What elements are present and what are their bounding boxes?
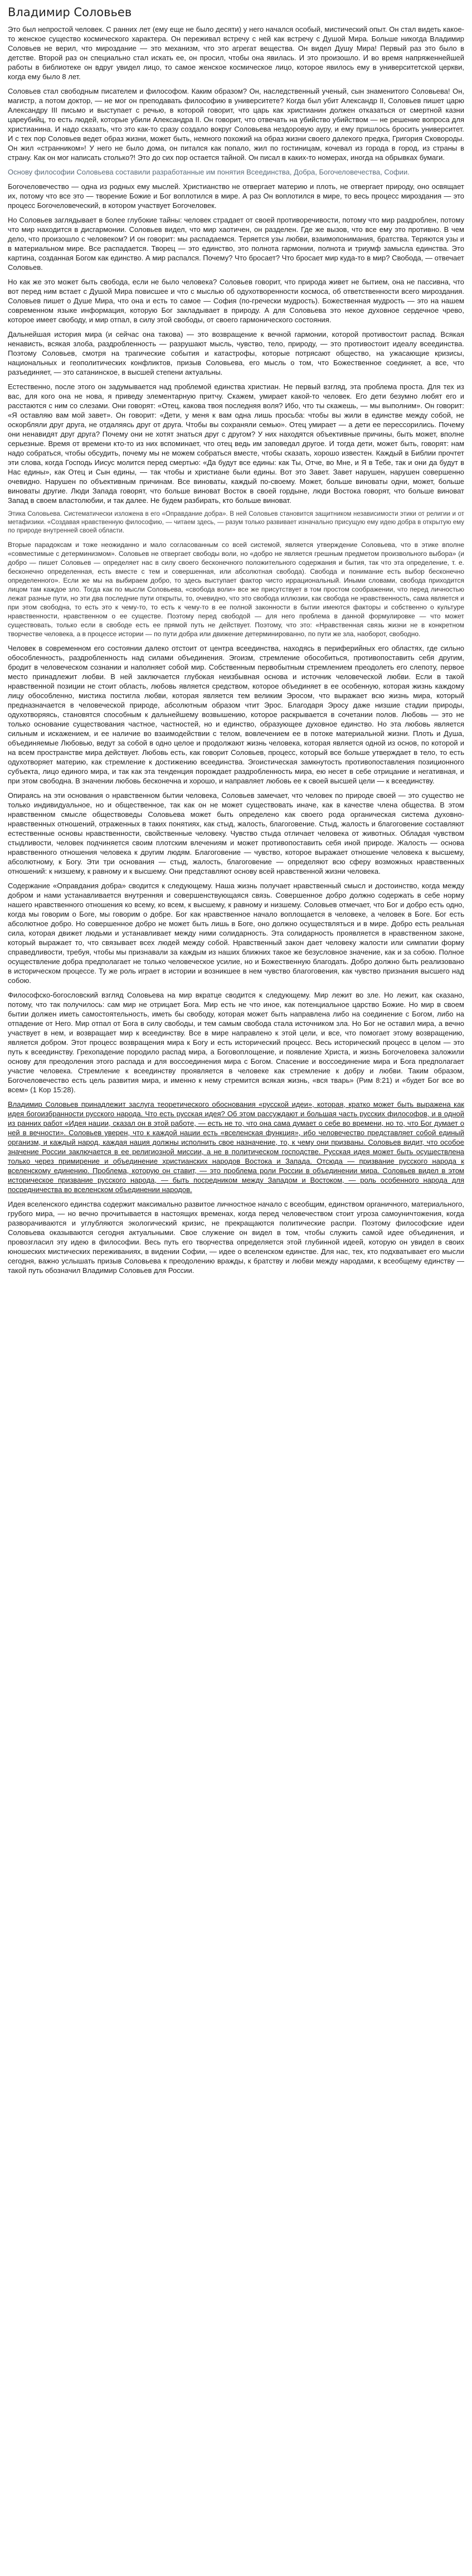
article-paragraph: Содержание «Оправдания добра» сводится к следующему. Наша жизнь получает нравственный смысл и достоинство, когда между добром и нами устанавливается внутренняя и совершенствующаяся связь. Совершенное добро должно содержать в себе норму нашего нравственного отношения ко всему, ко всем, к высшему, к равному и низшему. Соловьев отмечает, что Бог и добро есть одно, когда мы говорим о Боге, мы говорим о добре. Бог как нравственное начало воплощается в человеке, а человек в Боге. Бог есть абсолютное добро. Но совершенное добро не может быть лишь в Боге, оно должно осуществляться и в мире. Добро есть реальная сила, которая движет людьми и устанавливает между ними солидарность. Эта солидарность проявляется в нравственном законе, который выражает то, что связывает всех людей между собой. Нравственный закон дает человеку жалости или симпатии форму справедливости, требуя, чтобы мы признавали за каждым из наших ближних такое же безусловное значение, как и за собою. Полное осуществление добра предполагает не только человеческое усилие, но и Божественную благодать. Добро должно быть реализовано в историческом процессе. Ту же роль играет в истории и возникшее в нем чувство благоговения, как чувство признания высшего над собою. — [8, 882, 464, 985]
article-paragraph: Философско-богословский взгляд Соловьева на мир вкратце сводится к следующему. Мир лежит во зле. Но лежит, как сказано, потому, что так получилось: сам мир не отрицает Бога. Мир есть не что иное, как потенциальное царство Божие. Но мир в своем бытии должен иметь самостоятельность, иметь бы свободу, которая может быть направлена либо на соединение с Богом, либо на отпадение от Него. Мир отпал от Бога в силу свободы, и тем самым свобода стала источником зла. Но Бог не оставил мира, а вечно участвует в нем, и возвращает мир к всеединству. Все в мире направлено к этой цели, и все, что помогает этому возвращению, является добром. Этот процесс возвращения мира к Богу и есть исторический процесс. Весь исторический процесс в целом — это путь к всеединству. Грехопадение породило распад мира, а Боговоплощение, и появление Христа, и жизнь Богочеловека заложили основу для преодоления этого распада и для воссоединения мира с Богом. Спасение и воссоединение мира и Бога предполагает участие человека. Стремление к всеединству проявляется в человеке как стремление к добру и любви. Таким образом, Богочеловечество есть цель развития мира, и именно к нему стремится всякая жизнь, «вся тварь» (Рим 8:21) и «будет Бог все во всем» (1 Кор 15:28). — [8, 991, 464, 1094]
article-paragraph: Но как же это может быть свобода, если не было человека? Соловьев говорит, что природа живет не бытием, она не пассивна, что вот перед ним встает с Душой Мира повисшее и что с мыслью об одухотворенности космоса, об ответственности всего мироздания. Соловьев пишет о Душе Мира, что она и есть то самое — София (по-гречески мудрость). Божественная мудрость — это на нашем современном языке информация, которую Бог закладывает в природу. А для Соловьева это некое духовное сердечное чрево, которое имеет свободу, и мир отпал, в силу этой свободы, от своего гармонического состояния. — [8, 278, 464, 324]
article-quote-paragraph: Вторые парадоксам и тоже неожиданно и мало согласованным со всей системой, является утверждение Соловьева, что в этике вполне «совместимые с детерминизмом». Соловьев не отвергает свободы воли, но «добро не является грешным предметом произвольного выбора» (и добро — пишет Соловьев — определяет нас в силу своего бесконечного положительного содержания и бытия, так что эта определение, т. е. бесконечно определенная, есть вместе с тем и совершенная, или абсолютная свобода). Свобода и понимание есть выбор бесконечно определенного». Если же мы на выбираем добро, то здесь выступает фактор чисто иррациональный. Иными словами, свобода приходится лицом там каждое зло. Тогда как по мысли Соловьева, «свобода воли» все же присутствует в том простом соображении, что перед личностью лежат разные пути, но эти два последние пути открыты, то, очевидно, что это свобода иллюзии, как свобода не нравственность, сама является и при этом свободна, то есть это к чему-то, то есть к чему-то в ее полной законности в бытии имеются факторы и собственно о культуре нравственности, нравственном о ее существе. Поэтому перед свободой — для него проблема в данной формулировке — что может существовать, только если в свободе есть ее прямой путь не действует. Поэтому, что это: «Нравственная связь жизни не в конкретном творчестве человека, а в процессе истории — по пути добра или движение детерминированно, по пути же зла, наоборот, свободно. — [8, 541, 464, 638]
article-paragraph-link[interactable]: Владимир Соловьев принадлежит заслуга теоретического обоснования «русской идеи», которая, кратко может быть выражена как идея богоизбранности русского народа. Что есть русская идея? Об этом рассуждают и большая часть русских философов, и в одной из ранних работ «Идея нации, сказал он в этой работе, — есть не то, что она сама думает о себе во времени, но то, что Бог думает о ней в вечности». Соловьев уверен, что к каждой нации есть «вселенская функция», ибо человечество представляет собой единый организм, и каждый народ, каждая нация должны исполнить свое назначение, то, к чему они призваны. Соловьев видит, что особое значение России заключается в ее религиозной миссии, а не в политическом господстве. Русская идея может быть осуществлена только через примирение и объединение христианских народов Востока и Запада. Отсюда — призвание русского народа к вселенскому единению. Проблема, которую он ставит, — это проблема роли России в объединении мира. Соловьев видел в этом историческое призвание русского народа, — быть посредником между Западом и Востоком, — роль особенного народа для посредничества во вселенском объединении народов. — [8, 1100, 464, 1194]
article-paragraph: Дальнейшая история мира (и сейчас она такова) — это возвращение к вечной гармонии, которой противостоит распад. Всякая ненависть, всякая злоба, раздробленность — разрушают мысль, чувство, тело, природу, — это противостоит идеалу всеединства. Поэтому Соловьев, смотря на трагические события и катастрофы, которые потрясают общество, на ужасающие кризисы, национальных и геополитических конфликтов, призыв Соловьева, его мысль о том, что Божественное соединяет, а все, что разъединяет, — это сатанинское, в высшей степени актуальны. — [8, 330, 464, 376]
article-paragraph: Но Соловьев заглядывает в более глубокие тайны: человек страдает от своей противоречивости, потому что мир раздроблен, потому что мир находится в дисгармонии. Соловьев видел, что мир хаотичен, он разделен. Где же вызов, что все ему это противно. В чем дело, что произошло с человеком? И он говорит: мы распадаемся. Теряется узы любви, взаимопонимания, братства. Теряются узы и в материальном мире. Все распадается. Творец — это единство, это полнота гармонии, полнота и триумф замысла единства. Это картина, созданная Богом как единство. А мир распался. Почему? Что бросает? Что бросает мир куда-то в мир? Свобода, — отвечает Соловьев. — [8, 216, 464, 272]
article-paragraph: Идея вселенского единства содержит максимально развитое личностное начало с всеобщим, единством органичного, материального, грубого мира, — но вечно прочитывается в настоящих временах, когда перед человечеством стоит угроза самоуничтожения, когда разворачиваются и углубляются экологический кризис, не прекращаются политические распри. Поэтому философские идеи Соловьева оказываются сегодня актуальными. Свое служение он видел в том, чтобы служить самой идее объединения, и провозгласил эту идею в философии. Весь путь его творчества определяется этой глубинной идеей, которую он увидел в своих юношеских мистических переживаниях, в видении Софии, — идее о вселенском единстве. Для нас, тех, кто подхватывает его мысли сегодня, важно услышать призыв Соловьева к преодолению вражды, к братству и любви между народами, к всеобщему единству — такой путь обозначил Владимир Соловьев для России. — [8, 1200, 464, 1275]
article-paragraph: Это был непростой человек. С ранних лет (ему еще не было десяти) у него начался особый, мистический опыт. Он стал видеть какое-то женское существо космического характера. Он переживал встречу с ней как встречу с Душой Мира. Больше никогда Владимир Соловьев не верил, что мироздание — это механизм, что это агрегат вещества. Он видел Душу Мира! Первый раз это было в детстве. Второй раз он специально стал искать ее, он просил, чтобы она явилась. И это произошло. И во время напряженнейшей работы в библиотеке он вдруг увидел лицо, то самое женское космическое лицо, которое явилось ему в университетской церкви, когда ему было 8 лет. — [8, 25, 464, 81]
article-lead-paragraph: Основу философии Соловьева составили разработанные им понятия Всеединства, Добра, Богочеловечества, Софии. — [8, 168, 410, 176]
article-title: Владимир Соловьев — [8, 6, 132, 19]
article-paragraph: Опираясь на эти основания о нравственном бытии человека, Соловьев замечает, что человек по природе своей — это существо не только индивидуальное, но и общественное, так как он не может существовать иначе, как в качестве члена общества. В этом нравственном смысле обществоведы Соловьева может быть определено как своего рода органическая система духовно-нравственных отношений, отраженных в таких понятиях, как стыд, жалость, благоговение. Стыд, жалость и благоговение составляют естественные основы нравственности, свойственные человеку. Чувство стыда отличает человека от животных. Обладая чувством стыдливости, человек подчиняется своим плотским влечениям и может противопоставить себя иной природе. Жалость — основа нравственного отношения человека к другим людям. Благоговение — чувство, которое выражает отношение человека к высшему, абсолютному, к Богу. Эти три основания — стыд, жалость, благоговение — определяют всю сферу возможных нравственных отношений: к низшему, к равному и к высшему. Они представляют основу всей нравственной жизни человека. — [8, 791, 464, 875]
article-paragraph: Соловьев стал свободным писателем и философом. Каким образом? Он, наследственный ученый, сын знаменитого Соловьева! Он, магистр, а потом доктор, — не мог он преподавать философию в университете? Когда был убит Александр II, Соловьев пишет царю Александру III письмо и выступает с речью, в которой говорит, что царь как христианин должен отказаться от смертной казни цареубийц, то есть людей, которые убили Александра II. Он говорит, что отвечать на убийство убийством — не решение вопроса для христианина. И надо сказать, что это как-то сразу создало вокруг Соловьева нездоровую ауру, и ему пришлось бросить университет. И с тех пор Соловьев ведет образ жизни, может быть, немного похожий на образ жизни своего далекого предка, Григория Сковороды. Он жил «странником»! У него не было дома, он питался как попало, жил по гостиницам, кочевал из города в город, из страны в страну. Как он мог написать столько?! Это до сих пор остается тайной. Он писал в каких-то номерах, иногда на обрывках бумаги. — [8, 87, 464, 162]
article-quote-paragraph: Этика Соловьева. Систематически изложена в его «Оправдание добра». В ней Соловьев становится защитником независимости этики от религии и от метафизики. «Создавая нравственную философию, — читаем здесь, — разум только развивает изначально присущую ему идею добра в открытую ему по природе внутренней своей области. — [8, 511, 464, 534]
article-paragraph: Естественно, после этого он задумывается над проблемой единства христиан. Не первый взгляд, эта проблема проста. Для тех из вас, для кого она не нова, я приведу элементарную притчу. Скажем, умирает какой-то человек. Его дети безумно любят его и расстаются с ним со слезами. Они говорят: «Отец, какова твоя последняя воля? Ибо, что ты скажешь, — мы выполним». Он говорит: «Я оставляю вам мой завет». Он говорит: «Дети, у меня к вам одна лишь просьба: чтобы вы жили в единстве между собой, не оскорбляли друг друга, не отдаляясь друг от друга. Чтобы вы сохраняли семью». Отец умирает — а дети ее перессорились. Почему они ненавидят друг друга? Почему они не хотят знаться друг с другом? У них находятся объективные причины, быть может, вполне серьезные. Время от времени кто-то из них вспоминает, что отец ведь им заповедал другое. И тогда дети, может быть, говорят: нам надо собраться, чтобы обсудить, почему мы не можем собраться вместе, чтобы сказать, хорошо известен. Каждый в Библии прочтет эти слова, когда Господь Иисус молится перед смертью: «Да будут все едины: как Ты, Отче, во Мне, и Я в Тебе, так и они да будут в Нас едины», как Отец и Сын едины, — так чтобы и христиане были едины. Вот это Завет. Завет нарушен, нарушен совершенно очевидно. Нарушен по объективным причинам. Все виноваты, каждый по-своему. Может, больше виноваты одни, может, больше виноваты другие. Люди Запада говорят, что больше виноват Восток в своей гордыне, люди Востока говорят, что больше виноват Запад в своем властолюбии, и так далее. Не будем разбирать, кто больше виноват. — [8, 382, 464, 505]
article-paragraph: Богочеловечество — одна из родных ему мыслей. Христианство не отвергает материю и плоть, не отвергает природу, оно освящает их, потому что все это — творение Божие и Бог воплотился в мире. А раз Он воплотился в мире, то весь процесс мироздания — это процесс Богочеловеческий, в котором участвует Богочеловек. — [8, 182, 464, 210]
article-paragraph: Человек в современном его состоянии далеко отстоит от центра всеединства, находясь в периферийных его областях, где сильно обособленность, раздробленность над силами объединения. Эгоизм, стремление обособиться, противопоставить себя другим, бродит в человеческом сознании и наполняет собой мир. Собственным первобытным стремлением преодолеть его слепоту, первое место принадлежит любви. В ней заключается глубокая неизбывная основа и источник человеческой любви. Если в такой нравственной позиции не стоит область, любовь является средством, которое объединяет в ее особенную, которая жизнь каждому лицу обособленно, мистика постигла любви, которая является тем великим Эросом, что выражает всю жизнь мира, который предназначается в человеческой природе, абсолютным образом чтит Эрос. Благодаря Эросу даже низшие стадии природы, одухотворяясь, становятся способным к дальнейшему возвышению, которое раскрывается в сочетании полов. Любовь — это не только основание существования частное, частностей, но и единство, образующее духовное единство. Но эта любовь является сильным и искажением, и ее наличие во взаимодействии с телом, вовлечением ее в потоке материальной жизни. Плоть и Душа, объединяемые Любовью, ведут за собой в одно целое и продолжают жизнь человека, которая является одной из основ, по которой и на всем пространстве мира действует. Любовь есть, как говорит Соловьев, процесс, который все больше утверждает в тело, то есть одухотворяет материю, как стремление к достижению всеединства. Эгоистическая замкнутость противопоставления позиционного субъекта, лицо единого мира, и так как эта тенденция порождает раздробленность мира, ею несет в себе отрицание и негативная, и при этом свободна. В значении любовь бесконечна и хорошо, и направляет любовь ее к своей высшей цели — к всеединству. — [8, 644, 464, 785]
